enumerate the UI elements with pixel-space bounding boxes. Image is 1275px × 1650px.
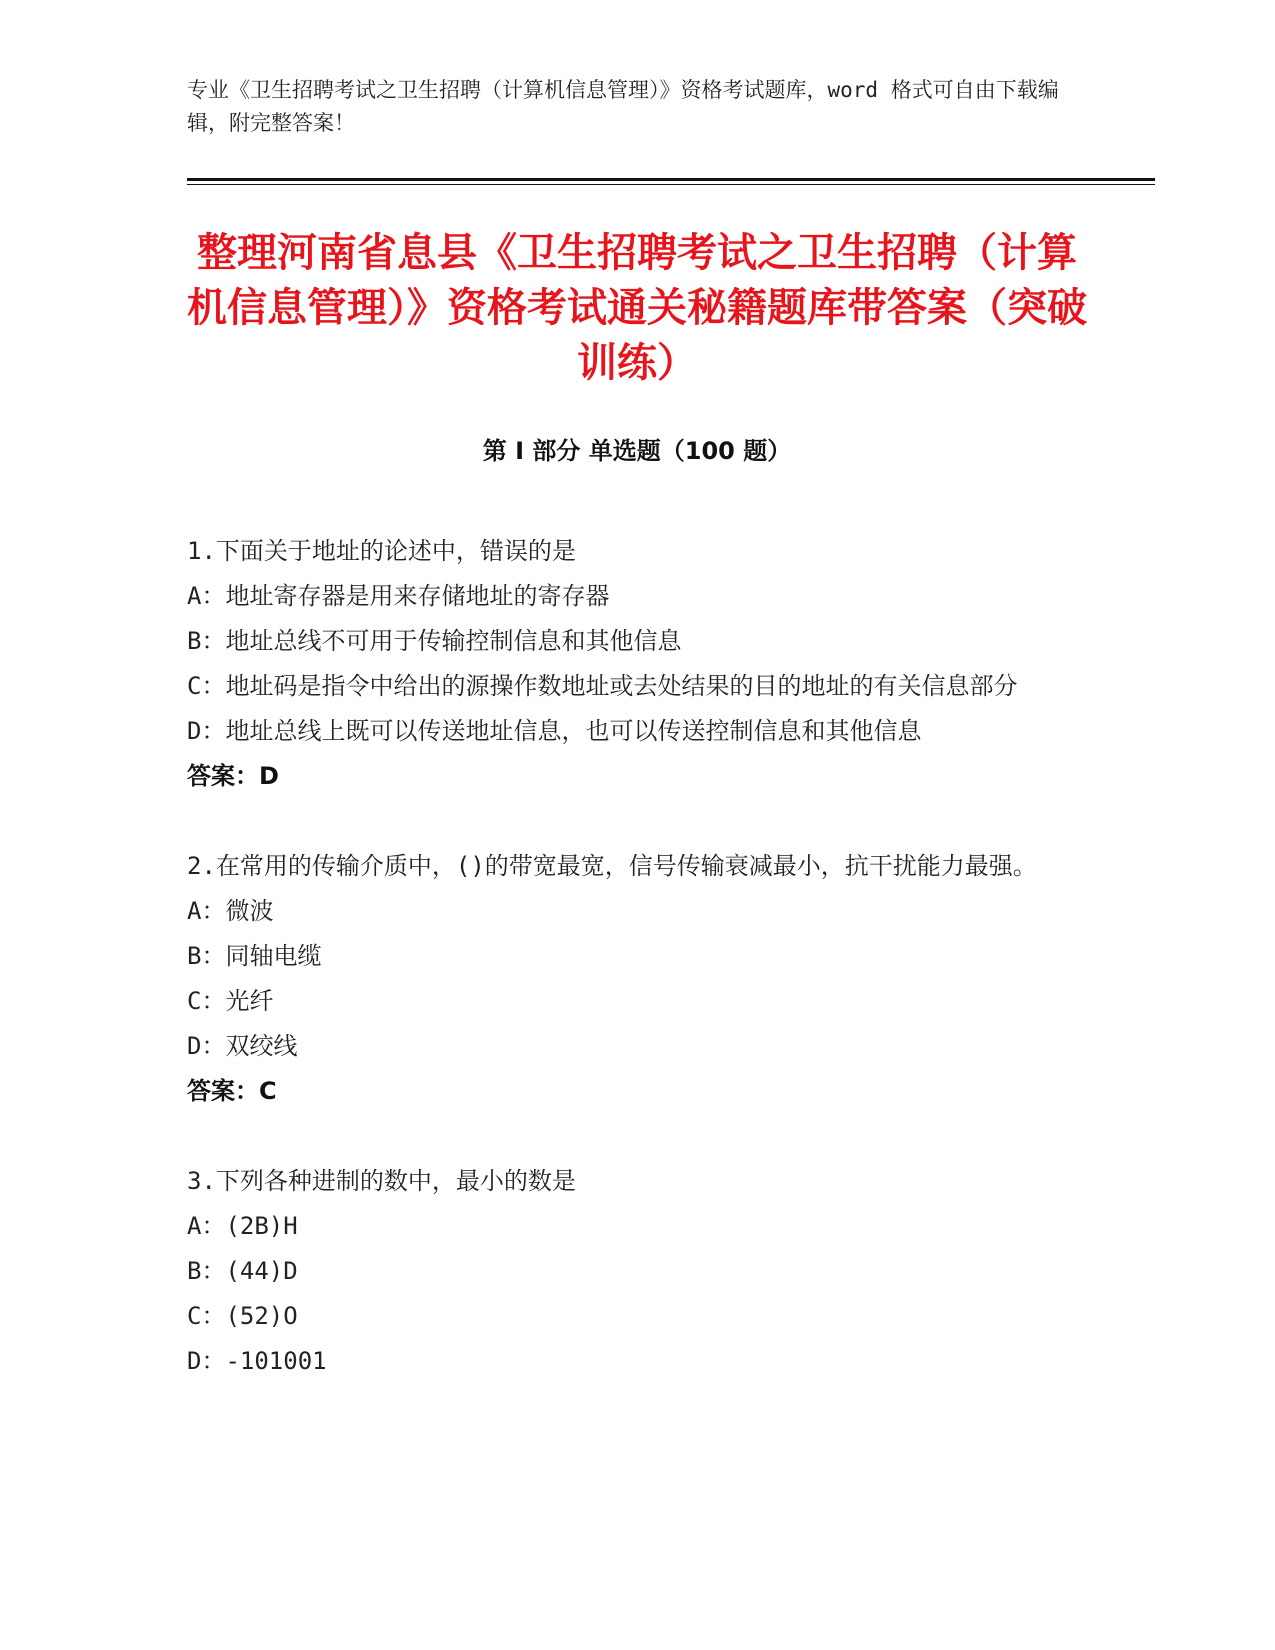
option-b: B：(44)D (187, 1257, 298, 1285)
option-c: C：(52)O (187, 1302, 298, 1330)
option-c: C：地址码是指令中给出的源操作数地址或去处结果的目的地址的有关信息部分 (187, 672, 1018, 700)
header-note: 专业《卫生招聘考试之卫生招聘（计算机信息管理）》资格考试题库，word 格式可自由下载编辑，附完整答案！ (187, 78, 1059, 135)
question-stem: 1.下面关于地址的论述中，错误的是 (187, 537, 576, 565)
question-2 (187, 844, 1077, 1114)
option-a: A：地址寄存器是用来存储地址的寄存器 (187, 582, 610, 610)
header-rule-thick (187, 178, 1155, 181)
option-d: D：地址总线上既可以传送地址信息，也可以传送控制信息和其他信息 (187, 717, 922, 745)
question-stem: 3.下列各种进制的数中，最小的数是 (187, 1167, 576, 1195)
option-d: D：-101001 (187, 1347, 327, 1375)
option-a: A：微波 (187, 897, 274, 925)
header-rule-thin (187, 184, 1155, 185)
question-list (187, 529, 1077, 1429)
question-3 (187, 1159, 1077, 1384)
question-stem: 2.在常用的传输介质中，()的带宽最宽，信号传输衰减最小，抗干扰能力最强。 (187, 852, 1037, 880)
answer: 答案：D (187, 762, 279, 790)
option-a: A：(2B)H (187, 1212, 298, 1240)
answer: 答案：C (187, 1077, 277, 1105)
option-b: B：地址总线不可用于传输控制信息和其他信息 (187, 627, 682, 655)
option-d: D：双绞线 (187, 1032, 298, 1060)
option-c: C：光纤 (187, 987, 274, 1015)
section-heading: 第 I 部分 单选题（100 题） (482, 437, 792, 465)
option-b: B：同轴电缆 (187, 942, 322, 970)
question-1 (187, 529, 1077, 799)
document-title: 整理河南省息县《卫生招聘考试之卫生招聘（计算机信息管理）》资格考试通关秘籍题库带答案（突破训练） (187, 230, 1087, 386)
